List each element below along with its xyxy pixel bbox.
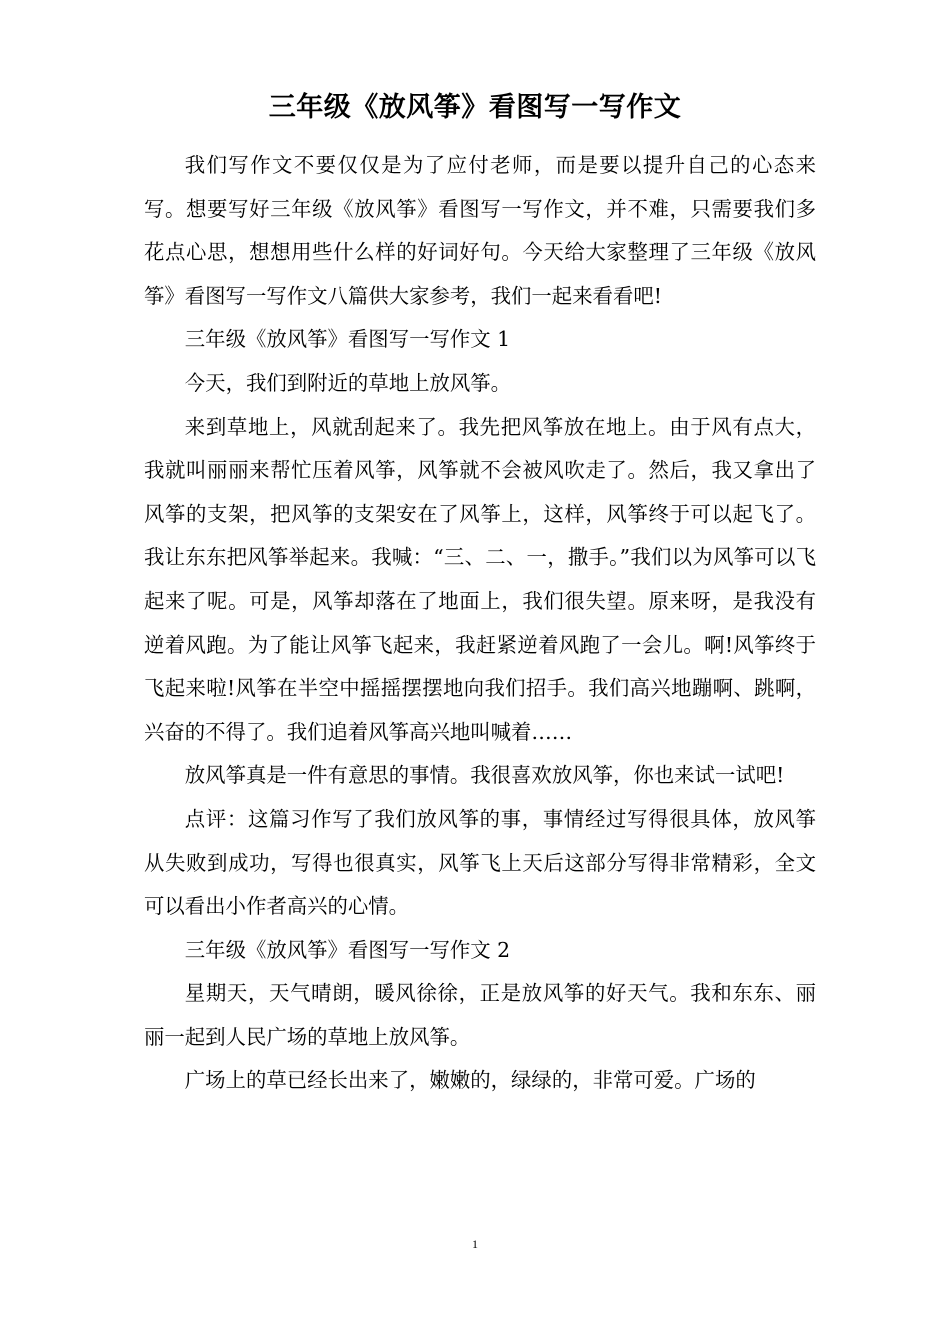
- document-title: 三年级《放风筝》看图写一写作文: [268, 92, 682, 123]
- essay-1-paragraph-3: 放风筝真是一件有意思的事情。我很喜欢放风筝，你也来试一试吧!: [184, 763, 785, 788]
- essay-1-paragraph-2: 来到草地上，风就刮起来了。我先把风筝放在地上。由于风有点大，我就叫丽丽来帮忙压着风筝，风筝就不会被风吹走了。然后，我又拿出了风筝的支架，把风筝的支架安在了风筝上，这样，风筝终于可以起飞了。我让东东把风筝举起来。我喊：“三、二、一，撒手。”我们以为风筝可以飞起来了呢。可是，风筝却落在了地面上，我们很失望。原来呀，是我没有逆着风跑。为了能让风筝飞起来，我赶紧逆着风跑了一会儿。啊!风筝终于飞起来啦!风筝在半空中摇摇摆摆地向我们招手。我们高兴地蹦啊、跳啊，兴奋的不得了。我们追着风筝高兴地叫喊着……: [144, 414, 816, 744]
- document-body: [144, 144, 816, 1103]
- essay-2-heading: 三年级《放风筝》看图写一写作文 2: [184, 937, 511, 962]
- page-number: 1: [472, 1237, 478, 1251]
- intro-paragraph: 我们写作文不要仅仅是为了应付老师，而是要以提升自己的心态来写。想要写好三年级《放风筝》看图写一写作文，并不难，只需要我们多花点心思，想想用些什么样的好词好句。今天给大家整理了三年级《放风筝》看图写一写作文八篇供大家参考，我们一起来看看吧!: [144, 153, 816, 308]
- essay-2-paragraph-2: 广场上的草已经长出来了，嫩嫩的，绿绿的，非常可爱。广场的: [184, 1068, 756, 1093]
- essay-2-paragraph-1: 星期天，天气晴朗，暖风徐徐，正是放风筝的好天气。我和东东、丽丽一起到人民广场的草地上放风筝。: [144, 981, 816, 1049]
- essay-1-paragraph-1: 今天，我们到附近的草地上放风筝。: [184, 370, 512, 395]
- essay-1-heading: 三年级《放风筝》看图写一写作文 1: [184, 327, 511, 352]
- essay-1-comment: 点评：这篇习作写了我们放风筝的事，事情经过写得很具体，放风筝从失败到成功，写得也很真实，风筝飞上天后这部分写得非常精彩，全文可以看出小作者高兴的心情。: [144, 806, 816, 919]
